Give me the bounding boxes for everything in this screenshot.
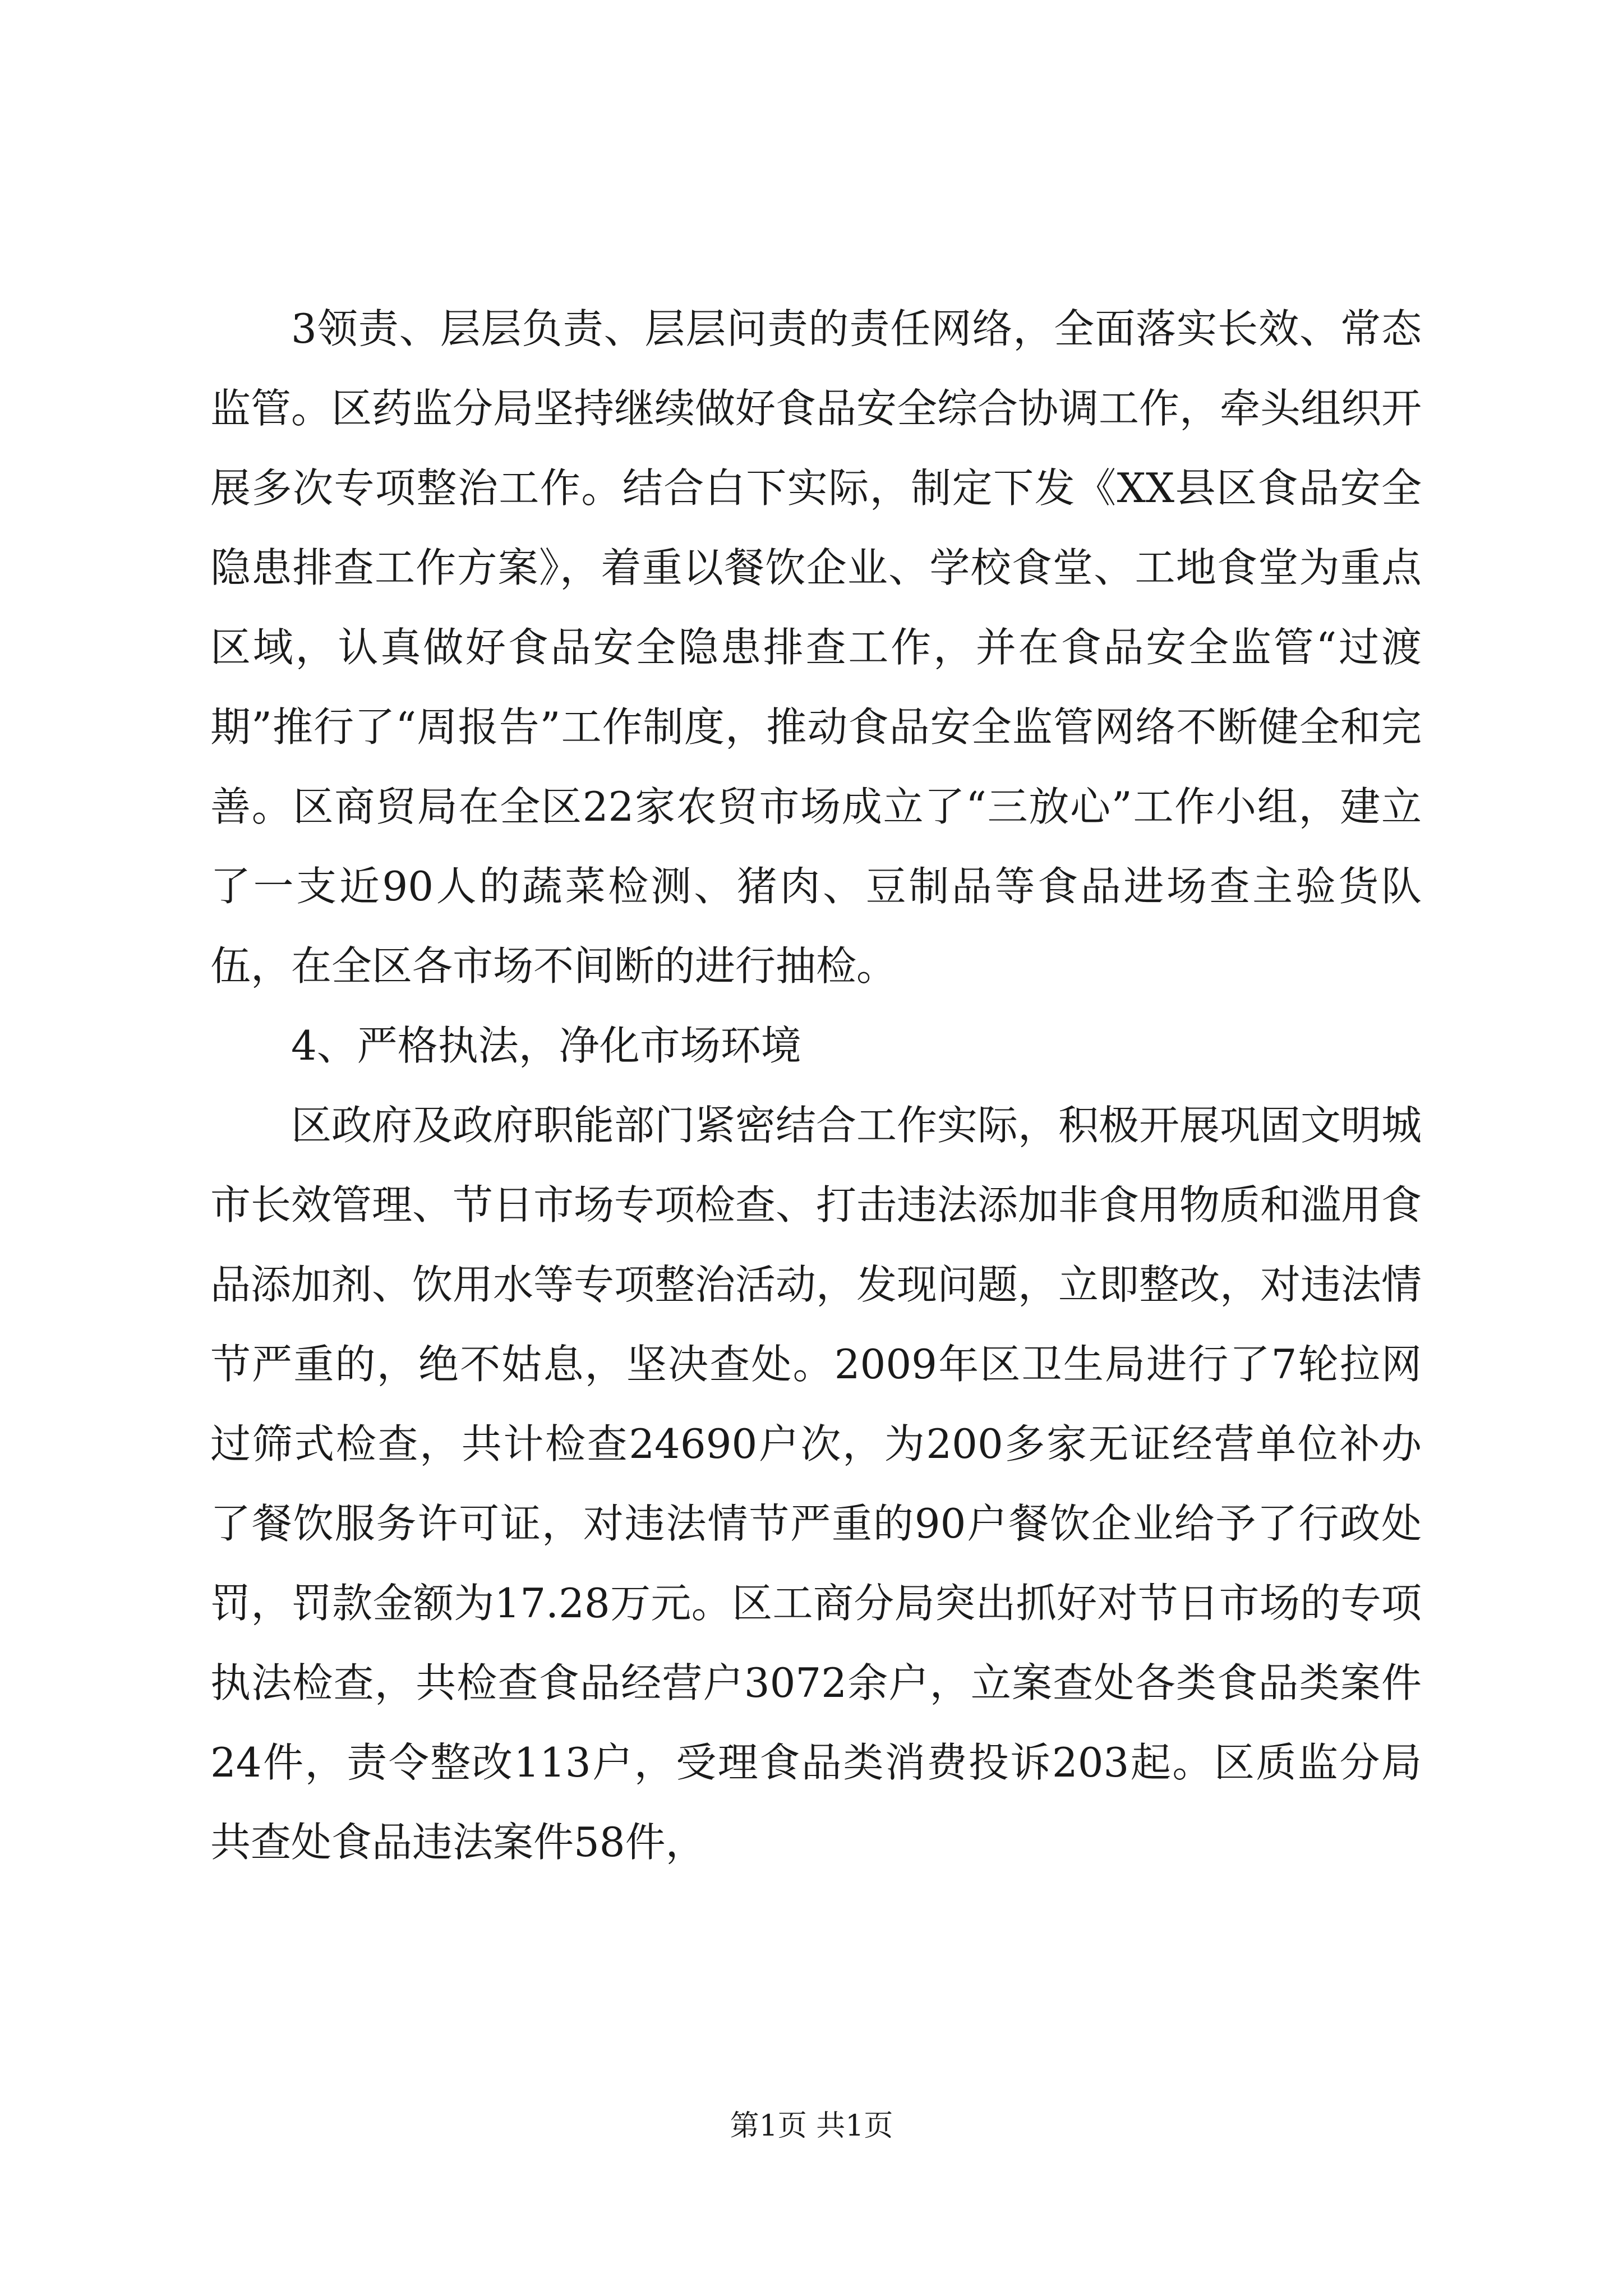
paragraph-enforcement-details: 区政府及政府职能部门紧密结合工作实际，积极开展巩固文明城市长效管理、节日市场专项检查、打击违法添加非食用物质和滥用食品添加剂、饮用水等专项整治活动，发现问题，立即整改，对违法情节严重的，绝不姑息，坚决查处。2009年区卫生局进行了7轮拉网过筛式检查，共计检查24690户次，为200多家无证经营单位补办了餐饮服务许可证，对违法情节严重的90户餐饮企业给予了行政处罚，罚款金额为17.28万元。区工商分局突出抓好对节日市场的专项执法检查，共检查食品经营户3072余户，立案查处各类食品类案件24件，责令整改113户，受理食品类消费投诉203起。区质监分局共查处食品违法案件58件，: [210, 1102, 1422, 1866]
page-footer: 第1页 共1页: [730, 2109, 893, 2143]
paragraph-responsibility-network: 3领责、层层负责、层层问责的责任网络，全面落实长效、常态监管。区药监分局坚持继续做好食品安全综合协调工作，牵头组织开展多次专项整治工作。结合白下实际，制定下发《XX县区食品安全隐患排查工作方案》，着重以餐饮企业、学校食堂、工地食堂为重点区域，认真做好食品安全隐患排查工作，并在食品安全监管“过渡期”推行了“周报告”工作制度，推动食品安全监管网络不断健全和完善。区商贸局在全区22家农贸市场成立了“三放心”工作小组，建立了一支近90人的蔬菜检测、猪肉、豆制品等食品进场查主验货队伍，在全区各市场不间断的进行抽检。: [210, 305, 1422, 990]
document-body: [210, 289, 1422, 1882]
section-heading-strict-enforcement: 4、严格执法，净化市场环境: [291, 1022, 801, 1069]
